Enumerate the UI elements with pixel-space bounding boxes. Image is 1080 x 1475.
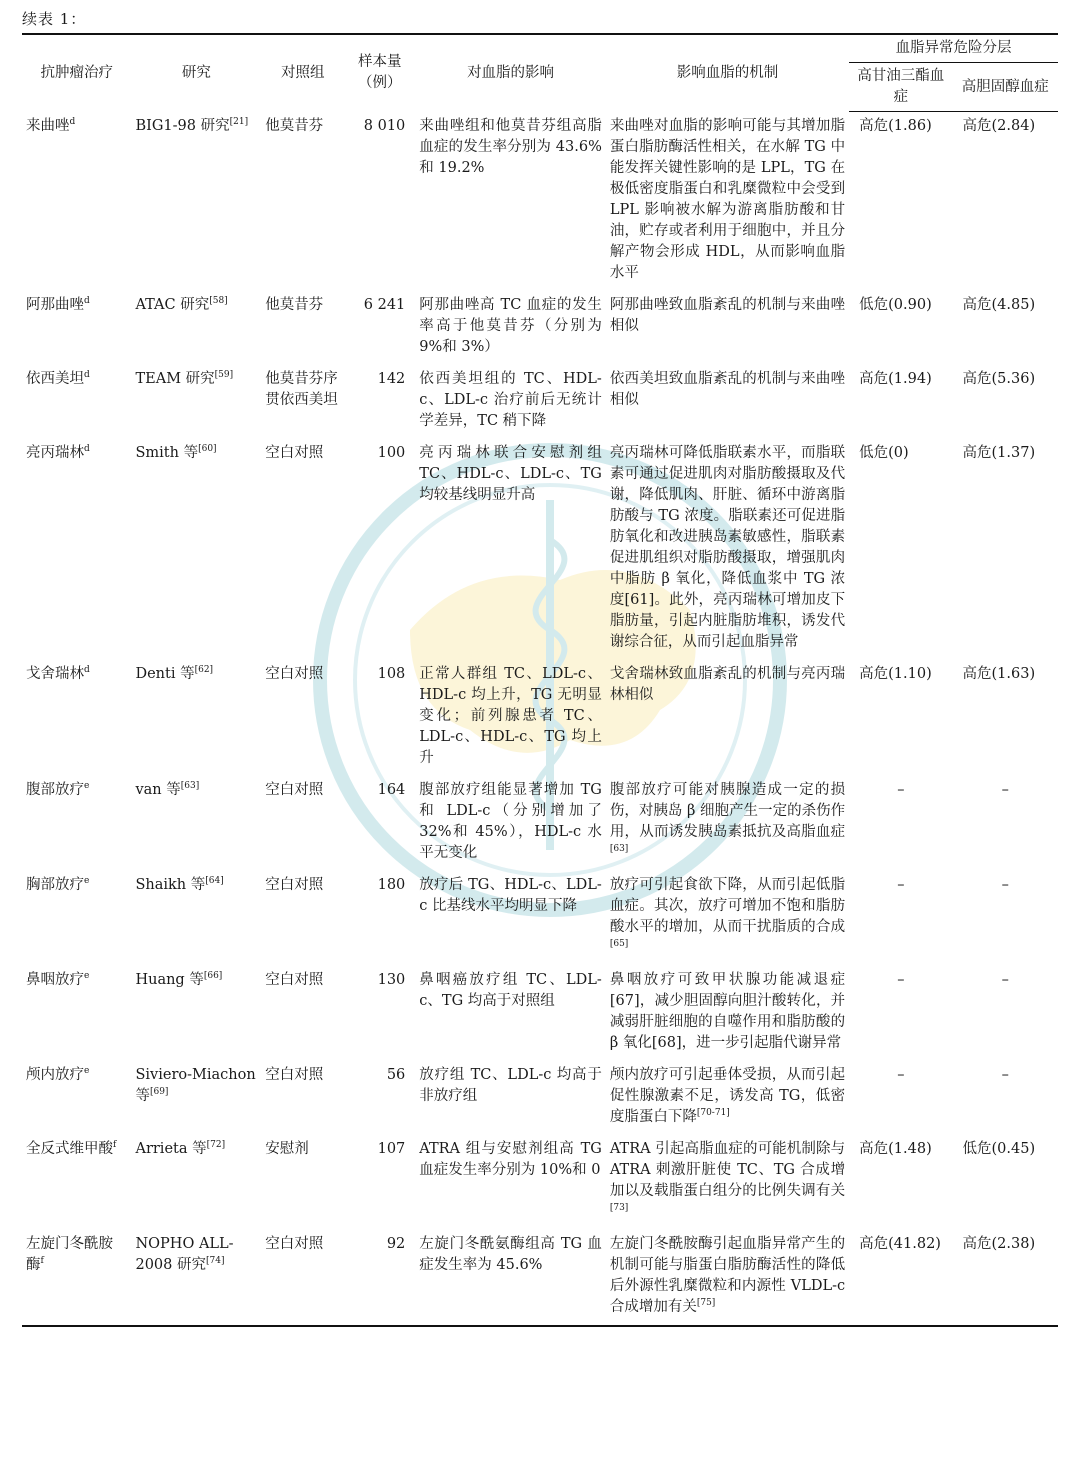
- cell-control: [261, 112, 344, 291]
- cell-risk-tc: [953, 112, 1058, 291]
- cell-risk-tc: [953, 1230, 1058, 1326]
- table-row: [22, 776, 1058, 871]
- cell-study-text: Denti 等: [135, 665, 195, 682]
- cell-study-text: TEAM 研究: [135, 370, 215, 387]
- cell-treatment-superscript: f: [40, 1255, 44, 1266]
- cell-risk-tg: [849, 776, 952, 871]
- cell-study: [131, 966, 261, 1061]
- cell-mechanism-superscript: [63]: [609, 843, 629, 854]
- cell-mechanism: [606, 439, 849, 660]
- cell-risk-tc: [953, 871, 1058, 966]
- lipid-table-container: [22, 33, 1058, 1327]
- cell-risk-tg: [849, 365, 952, 439]
- table-header: [22, 34, 1058, 112]
- cell-risk-tg: [849, 1230, 952, 1326]
- cell-effect-text: ATRA 组与安慰剂组高 TG 血症发生率分别为 10%和 0: [419, 1140, 602, 1178]
- cell-sample-size: [344, 660, 415, 776]
- header-control: 对照组: [261, 34, 344, 112]
- cell-sample-size-text: 130: [377, 971, 406, 988]
- cell-study: [131, 112, 261, 291]
- cell-risk-tc-text: 高危(4.85): [962, 296, 1036, 313]
- cell-treatment-text: 鼻咽放疗: [26, 971, 84, 988]
- cell-control-text: 他莫昔芬序贯依西美坦: [265, 370, 338, 408]
- cell-risk-tc: [953, 1135, 1058, 1230]
- cell-risk-tg-text: 高危(1.86): [859, 118, 932, 134]
- cell-sample-size: [344, 966, 415, 1061]
- cell-effect: [415, 439, 606, 660]
- cell-effect: [415, 1230, 606, 1326]
- cell-mechanism: [606, 1230, 849, 1326]
- cell-study-superscript: [74]: [205, 1255, 225, 1266]
- cell-treatment: [22, 660, 131, 776]
- cell-risk-tc: [953, 966, 1058, 1061]
- cell-sample-size-text: 180: [377, 876, 406, 893]
- cell-control-text: 空白对照: [265, 876, 324, 893]
- cell-control: [261, 365, 344, 439]
- cell-mechanism-text: 颅内放疗可引起垂体受损，从而引起促性腺激素不足，诱发高 TG，低密度脂蛋白下降: [609, 1066, 846, 1125]
- cell-treatment: [22, 291, 131, 365]
- cell-sample-size: [344, 776, 415, 871]
- cell-sample-size: [344, 365, 415, 439]
- cell-mechanism: [606, 1135, 849, 1230]
- cell-risk-tc-text: 低危(0.45): [962, 1140, 1036, 1157]
- cell-treatment: [22, 776, 131, 871]
- cell-risk-tc: [953, 1061, 1058, 1135]
- cell-control: [261, 439, 344, 660]
- cell-risk-tc-text: 高危(1.37): [962, 444, 1036, 461]
- cell-treatment: [22, 1230, 131, 1326]
- cell-risk-tg-text: 高危(41.82): [859, 1235, 941, 1252]
- cell-study-superscript: [60]: [198, 443, 217, 454]
- cell-study-superscript: [62]: [194, 664, 214, 675]
- cell-control: [261, 871, 344, 966]
- cell-study: [131, 1230, 261, 1326]
- cell-treatment-superscript: d: [69, 116, 76, 127]
- cell-effect: [415, 871, 606, 966]
- cell-control: [261, 1135, 344, 1230]
- cell-mechanism-text: 来曲唑对血脂的影响可能与其增加脂蛋白脂肪酶活性相关，在水解 TG 中能发挥关键性影响的是 LPL，TG 在极低密度脂蛋白和乳糜微粒中会受到 LPL 影响被水解为游离脂肪酸和甘油，贮存或者利用于细胞中，并且分解产物会形成 HDL，从而影响血脂水平: [609, 117, 846, 281]
- header-mechanism: 影响血脂的机制: [606, 34, 849, 112]
- cell-sample-size-text: 164: [377, 781, 406, 798]
- cell-study: [131, 660, 261, 776]
- cell-effect-text: 来曲唑组和他莫昔芬组高脂血症的发生率分别为 43.6%和 19.2%: [419, 117, 602, 176]
- header-sample-size: 样本量（例）: [344, 34, 415, 112]
- cell-risk-tc-text: –: [1001, 876, 1009, 893]
- cell-sample-size-text: 108: [377, 665, 406, 682]
- cell-mechanism: [606, 871, 849, 966]
- cell-effect: [415, 776, 606, 871]
- cell-treatment-text: 全反式维甲酸: [26, 1140, 113, 1157]
- cell-control-text: 他莫昔芬: [265, 296, 324, 313]
- cell-treatment: [22, 1135, 131, 1230]
- header-risk-tg: 高甘油三酯血症: [849, 63, 952, 112]
- cell-study-text: van 等: [135, 781, 181, 798]
- cell-study: [131, 871, 261, 966]
- cell-risk-tc-text: 高危(2.84): [962, 118, 1036, 134]
- cell-study-text: Siviero-Miachon 等: [135, 1066, 256, 1104]
- cell-mechanism-text: 依西美坦致血脂紊乱的机制与来曲唑相似: [609, 370, 846, 408]
- header-risk-group: 血脂异常危险分层: [849, 34, 1058, 63]
- table-row: [22, 112, 1058, 291]
- cell-mechanism-text: 戈舍瑞林致血脂紊乱的机制与亮丙瑞林相似: [609, 665, 846, 703]
- cell-effect: [415, 1135, 606, 1230]
- cell-study: [131, 365, 261, 439]
- header-study: 研究: [131, 34, 261, 112]
- cell-treatment-superscript: e: [84, 875, 90, 886]
- cell-study-superscript: [72]: [206, 1139, 226, 1150]
- cell-study: [131, 1135, 261, 1230]
- cell-risk-tc: [953, 776, 1058, 871]
- cell-risk-tg-text: 高危(1.94): [859, 370, 932, 387]
- cell-sample-size-text: 100: [377, 444, 406, 461]
- table-caption: 续表 1：: [22, 10, 87, 28]
- cell-treatment: [22, 112, 131, 291]
- cell-risk-tc-text: –: [1001, 781, 1009, 798]
- cell-effect: [415, 660, 606, 776]
- cell-effect-text: 左旋门冬酰氨酶组高 TG 血症发生率为 45.6%: [419, 1235, 602, 1273]
- cell-control: [261, 1061, 344, 1135]
- cell-mechanism-text: 阿那曲唑致血脂紊乱的机制与来曲唑相似: [609, 296, 846, 334]
- cell-study-text: NOPHO ALL-2008 研究: [135, 1235, 234, 1273]
- cell-treatment: [22, 365, 131, 439]
- cell-risk-tc: [953, 439, 1058, 660]
- cell-mechanism-text: 腹部放疗可能对胰腺造成一定的损伤，对胰岛 β 细胞产生一定的杀伤作用，从而诱发胰岛素抵抗及高脂血症: [609, 781, 846, 840]
- cell-mechanism: [606, 291, 849, 365]
- cell-effect: [415, 966, 606, 1061]
- cell-effect-text: 依西美坦组的 TC、HDL-c、LDL-c 治疗前后无统计学差异，TC 稍下降: [419, 370, 602, 429]
- cell-risk-tg-text: –: [897, 1066, 905, 1083]
- cell-mechanism-text: 鼻咽放疗可致甲状腺功能减退症[67]，减少胆固醇向胆汁酸转化，并减弱肝脏细胞的自噬作用和脂肪酸的 β 氧化[68]，进一步引起脂代谢异常: [609, 971, 846, 1051]
- cell-treatment-superscript: d: [84, 443, 90, 454]
- cell-mechanism-text: 放疗可引起食欲下降，从而引起低脂血症。其次，放疗可增加不饱和脂肪酸水平的增加，从而干扰脂质的合成: [609, 876, 846, 935]
- cell-sample-size: [344, 439, 415, 660]
- cell-risk-tc-text: –: [1001, 971, 1009, 988]
- cell-risk-tg: [849, 871, 952, 966]
- cell-risk-tc: [953, 365, 1058, 439]
- table-row: [22, 660, 1058, 776]
- cell-risk-tc-text: –: [1001, 1066, 1009, 1083]
- cell-treatment-text: 颅内放疗: [26, 1066, 84, 1083]
- cell-effect-text: 亮丙瑞林联合安慰剂组 TC、HDL-c、LDL-c、TG 均较基线明显升高: [419, 444, 602, 503]
- cell-treatment-text: 戈舍瑞林: [26, 665, 84, 682]
- cell-sample-size-text: 8 010: [363, 117, 406, 134]
- table-row: [22, 1230, 1058, 1326]
- cell-treatment: [22, 966, 131, 1061]
- cell-sample-size-text: 56: [386, 1066, 406, 1083]
- cell-study: [131, 776, 261, 871]
- cell-risk-tg: [849, 1135, 952, 1230]
- cell-treatment-superscript: f: [113, 1139, 117, 1150]
- cell-risk-tg-text: –: [897, 971, 905, 988]
- cell-sample-size-text: 142: [377, 370, 406, 387]
- cell-study-superscript: [69]: [149, 1086, 169, 1097]
- cell-study-text: BIG1-98 研究: [135, 117, 230, 134]
- cell-risk-tg-text: 高危(1.48): [859, 1140, 932, 1157]
- cell-mechanism-superscript: [75]: [696, 1297, 716, 1308]
- cell-effect: [415, 112, 606, 291]
- cell-study-text: Shaikh 等: [135, 876, 206, 893]
- cell-risk-tg: [849, 660, 952, 776]
- cell-study-superscript: [63]: [180, 780, 200, 791]
- cell-control-text: 空白对照: [265, 1066, 324, 1083]
- cell-effect-text: 阿那曲唑高 TC 血症的发生率高于他莫昔芬（分别为 9%和 3%）: [419, 296, 602, 355]
- cell-risk-tg-text: 高危(1.10): [859, 665, 932, 682]
- cell-control-text: 空白对照: [265, 444, 324, 461]
- cell-control: [261, 1230, 344, 1326]
- cell-study-text: Smith 等: [135, 444, 199, 461]
- lipid-risk-table: [22, 33, 1058, 1327]
- cell-control: [261, 291, 344, 365]
- cell-treatment-superscript: d: [84, 369, 90, 380]
- cell-control-text: 他莫昔芬: [265, 117, 324, 134]
- cell-treatment: [22, 439, 131, 660]
- cell-mechanism: [606, 112, 849, 291]
- cell-mechanism-superscript: [73]: [609, 1202, 629, 1213]
- cell-mechanism-text: 亮丙瑞林可降低脂联素水平，而脂联素可通过促进肌肉对脂肪酸摄取及代谢，降低肌肉、肝脏、循环中游离脂肪酸与 TG 浓度。脂联素还可促进脂肪氧化和改进胰岛素敏感性，脂联素促进肌组织对脂肪酸摄取，增强肌肉中脂肪 β 氧化，降低血浆中 TG 浓度[61]。此外，亮丙瑞林可增加皮下脂肪量，引起内脏脂肪堆积，诱发代谢综合征，从而引起血脂异常: [609, 444, 846, 650]
- cell-control-text: 空白对照: [265, 971, 324, 988]
- cell-mechanism: [606, 966, 849, 1061]
- cell-risk-tg-text: 低危(0): [859, 444, 909, 461]
- cell-mechanism: [606, 365, 849, 439]
- table-row: [22, 291, 1058, 365]
- cell-control-text: 安慰剂: [265, 1140, 309, 1157]
- cell-mechanism-text: 左旋门冬酰胺酶引起血脂异常产生的机制可能与脂蛋白脂肪酶活性的降低后外源性乳糜微粒和内源性 VLDL-c 合成增加有关: [609, 1235, 846, 1315]
- cell-sample-size: [344, 871, 415, 966]
- cell-effect: [415, 365, 606, 439]
- cell-control: [261, 776, 344, 871]
- cell-sample-size: [344, 1061, 415, 1135]
- cell-control: [261, 966, 344, 1061]
- cell-study: [131, 291, 261, 365]
- cell-treatment-text: 胸部放疗: [26, 876, 84, 893]
- cell-treatment-text: 阿那曲唑: [26, 296, 84, 313]
- cell-study: [131, 1061, 261, 1135]
- cell-risk-tg: [849, 112, 952, 291]
- cell-effect: [415, 291, 606, 365]
- table-body: [22, 112, 1058, 1326]
- cell-study-text: Huang 等: [135, 971, 204, 988]
- cell-study-superscript: [64]: [205, 875, 224, 886]
- cell-effect-text: 放疗后 TG、HDL-c、LDL-c 比基线水平均明显下降: [419, 876, 602, 914]
- header-effect: 对血脂的影响: [415, 34, 606, 112]
- cell-risk-tc: [953, 660, 1058, 776]
- cell-sample-size: [344, 291, 415, 365]
- cell-risk-tg-text: –: [897, 781, 905, 798]
- cell-risk-tc-text: 高危(2.38): [962, 1235, 1036, 1252]
- cell-effect-text: 鼻咽癌放疗组 TC、LDL-c、TG 均高于对照组: [419, 971, 602, 1009]
- cell-treatment-text: 依西美坦: [26, 370, 84, 387]
- cell-sample-size: [344, 1135, 415, 1230]
- table-row: [22, 365, 1058, 439]
- cell-treatment-superscript: e: [84, 970, 90, 981]
- header-treatment: 抗肿瘤治疗: [22, 34, 131, 112]
- cell-effect: [415, 1061, 606, 1135]
- cell-mechanism-text: ATRA 引起高脂血症的可能机制除与 ATRA 刺激肝脏使 TC、TG 合成增加以及载脂蛋白组分的比例失调有关: [609, 1140, 846, 1199]
- cell-sample-size-text: 6 241: [363, 296, 406, 313]
- cell-treatment-text: 亮丙瑞林: [26, 444, 84, 461]
- cell-mechanism-superscript: [65]: [609, 938, 629, 949]
- cell-treatment-superscript: e: [84, 1065, 90, 1076]
- cell-treatment-text: 腹部放疗: [26, 781, 84, 798]
- cell-sample-size: [344, 112, 415, 291]
- cell-effect-text: 放疗组 TC、LDL-c 均高于非放疗组: [419, 1066, 602, 1104]
- table-row: [22, 871, 1058, 966]
- cell-sample-size-text: 107: [377, 1140, 406, 1157]
- cell-treatment: [22, 871, 131, 966]
- cell-effect-text: 正常人群组 TC、LDL-c、HDL-c 均上升，TG 无明显变化；前列腺患者 TC、LDL-c、HDL-c、TG 均上升: [419, 665, 602, 766]
- header-risk-tc: 高胆固醇血症: [953, 63, 1058, 112]
- table-row: [22, 966, 1058, 1061]
- cell-study-superscript: [66]: [203, 970, 223, 981]
- table-row: [22, 1061, 1058, 1135]
- cell-risk-tg-text: –: [897, 876, 905, 893]
- cell-treatment-superscript: d: [84, 664, 90, 675]
- cell-control-text: 空白对照: [265, 665, 324, 682]
- cell-mechanism: [606, 776, 849, 871]
- cell-risk-tg: [849, 439, 952, 660]
- cell-control-text: 空白对照: [265, 1235, 324, 1252]
- cell-study-text: Arrieta 等: [135, 1140, 207, 1157]
- cell-control-text: 空白对照: [265, 781, 324, 798]
- table-row: [22, 1135, 1058, 1230]
- cell-risk-tc-text: 高危(1.63): [962, 665, 1036, 682]
- cell-treatment-text: 来曲唑: [26, 117, 70, 134]
- cell-mechanism-superscript: [70-71]: [696, 1107, 730, 1118]
- cell-study-superscript: [59]: [214, 369, 234, 380]
- cell-risk-tc-text: 高危(5.36): [962, 370, 1036, 387]
- cell-risk-tg: [849, 966, 952, 1061]
- cell-treatment-text: 左旋门冬酰胺酶: [26, 1235, 113, 1273]
- cell-treatment-superscript: e: [84, 780, 90, 791]
- cell-risk-tc: [953, 291, 1058, 365]
- cell-risk-tg: [849, 1061, 952, 1135]
- cell-effect-text: 腹部放疗组能显著增加 TG 和 LDL-c（分别增加了 32%和 45%），HDL-c 水平无变化: [419, 781, 602, 861]
- cell-mechanism: [606, 660, 849, 776]
- table-row: [22, 439, 1058, 660]
- cell-treatment: [22, 1061, 131, 1135]
- cell-risk-tg: [849, 291, 952, 365]
- cell-control: [261, 660, 344, 776]
- cell-study-superscript: [58]: [209, 295, 228, 306]
- cell-study-superscript: [21]: [229, 116, 249, 127]
- cell-sample-size: [344, 1230, 415, 1326]
- cell-study-text: ATAC 研究: [135, 296, 210, 313]
- cell-risk-tg-text: 低危(0.90): [859, 296, 932, 313]
- cell-sample-size-text: 92: [386, 1235, 406, 1252]
- cell-study: [131, 439, 261, 660]
- cell-treatment-superscript: d: [84, 295, 90, 306]
- cell-mechanism: [606, 1061, 849, 1135]
